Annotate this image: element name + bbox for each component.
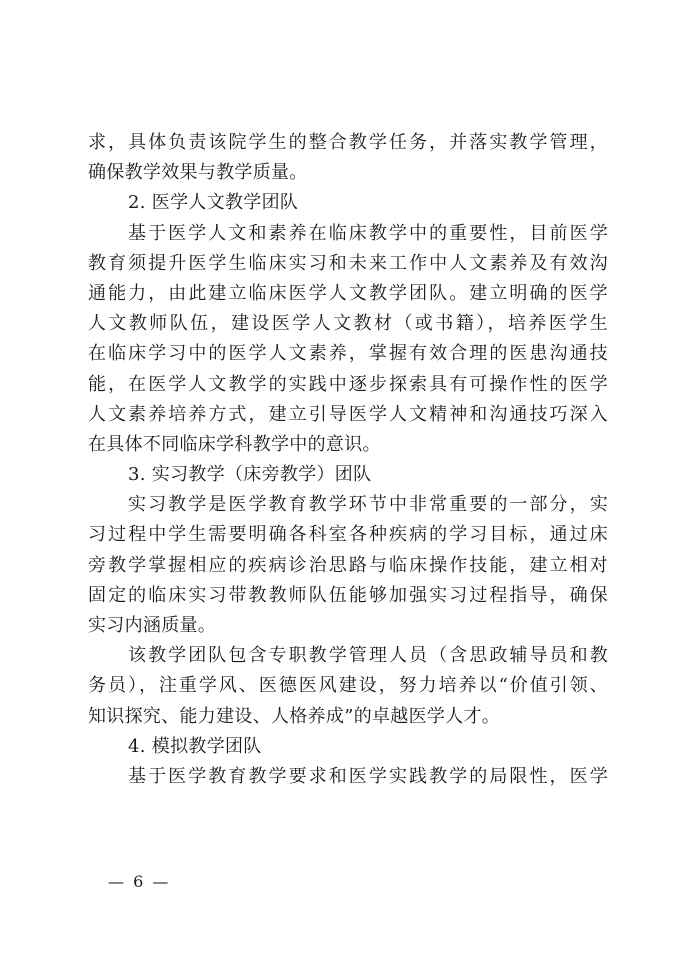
text-line: 实习教学是医学教育教学环节中非常重要的一部分，实 xyxy=(128,494,608,516)
text-line: 该教学团队包含专职教学管理人员（含思政辅导员和教 xyxy=(128,645,608,667)
section-heading-internship-teaching: 3. 实习教学（床旁教学）团队 xyxy=(128,464,372,486)
page-number: — 6 — xyxy=(108,872,171,891)
text-line: 确保教学效果与教学质量。 xyxy=(88,162,308,184)
text-line: 务员），注重学风、医德医风建设，努力培养以“价值引领、 xyxy=(88,675,608,697)
text-line: 旁教学掌握相应的疾病诊治思路与临床操作技能，建立相对 xyxy=(88,554,608,576)
text-line: 求，具体负责该院学生的整合教学任务，并落实教学管理， xyxy=(88,132,608,153)
text-line: 人文教师队伍，建设医学人文教材（或书籍），培养医学生 xyxy=(88,313,608,335)
text-line: 知识探究、能力建设、人格养成”的卓越医学人才。 xyxy=(88,705,501,727)
text-line: 习过程中学生需要明确各科室各种疾病的学习目标，通过床 xyxy=(88,524,608,546)
text-line: 能，在医学人文教学的实践中逐步探索具有可操作性的医学 xyxy=(88,373,608,395)
body-text xyxy=(88,128,608,792)
section-heading-medical-humanities: 2. 医学人文教学团队 xyxy=(128,192,299,214)
text-line: 人文素养培养方式，建立引导医学人文精神和沟通技巧深入 xyxy=(88,403,608,425)
text-line: 基于医学人文和素养在临床教学中的重要性，目前医学 xyxy=(128,222,608,244)
text-line: 在临床学习中的医学人文素养，掌握有效合理的医患沟通技 xyxy=(88,343,608,365)
text-line: 固定的临床实习带教教师队伍能够加强实习过程指导，确保 xyxy=(88,584,608,606)
text-line: 实习内涵质量。 xyxy=(88,615,217,636)
section-heading-simulation-teaching: 4. 模拟教学团队 xyxy=(128,735,262,757)
text-line: 教育须提升医学生临床实习和未来工作中人文素养及有效沟 xyxy=(88,252,608,274)
text-line: 基于医学教育教学要求和医学实践教学的局限性，医学 xyxy=(128,765,608,787)
text-line: 通能力，由此建立临床医学人文教学团队。建立明确的医学 xyxy=(88,282,608,304)
text-line: 在具体不同临床学科教学中的意识。 xyxy=(88,433,381,455)
